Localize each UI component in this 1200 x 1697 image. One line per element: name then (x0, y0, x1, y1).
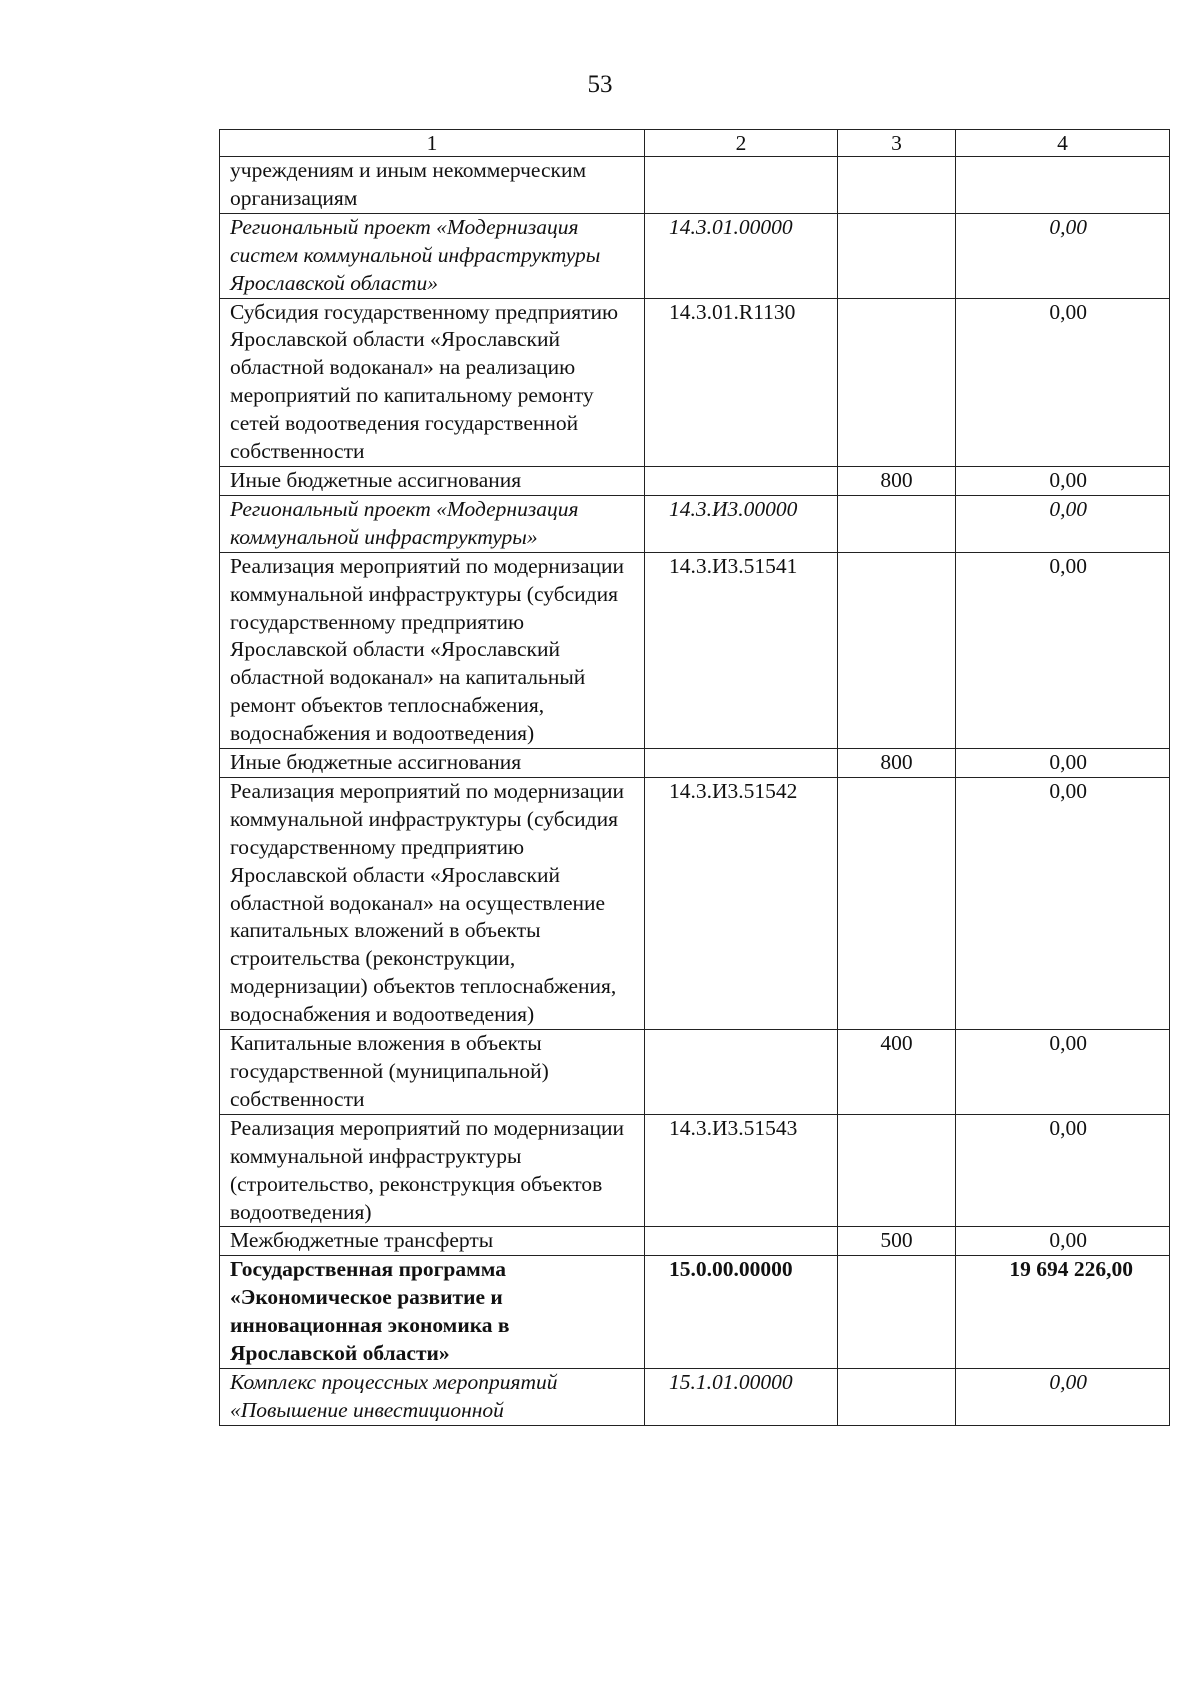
expense-type-cell (838, 1256, 956, 1369)
name-cell: учреждениям и иным некоммерческим организациям (220, 157, 645, 214)
table-row (220, 749, 1170, 778)
name-cell: Межбюджетные трансферты (220, 1227, 645, 1256)
name-cell: Государственная программа «Экономическое развитие и инновационная экономика в Ярославской области» (220, 1256, 645, 1369)
table-row (220, 1256, 1170, 1369)
name-cell: Иные бюджетные ассигнования (220, 749, 645, 778)
code-cell: 15.0.00.00000 (645, 1256, 838, 1369)
amount-cell: 0,00 (956, 298, 1170, 466)
expense-type-cell (838, 777, 956, 1029)
code-cell: 14.3.01.00000 (645, 213, 838, 298)
code-cell: 14.3.И3.51543 (645, 1114, 838, 1227)
table-row (220, 466, 1170, 495)
table-header-row (220, 130, 1170, 157)
amount-cell (956, 157, 1170, 214)
table-row (220, 1114, 1170, 1227)
code-cell: 14.3.И3.00000 (645, 495, 838, 552)
expense-type-cell (838, 157, 956, 214)
code-cell (645, 1030, 838, 1115)
amount-cell: 0,00 (956, 1030, 1170, 1115)
table-row (220, 495, 1170, 552)
amount-cell: 0,00 (956, 1368, 1170, 1425)
expense-type-cell (838, 1114, 956, 1227)
name-cell: Региональный проект «Модернизация систем коммунальной инфраструктуры Ярославской области» (220, 213, 645, 298)
code-cell: 14.3.И3.51541 (645, 552, 838, 748)
amount-cell: 0,00 (956, 495, 1170, 552)
header-cell-col-1: 1 (220, 130, 645, 157)
expense-type-cell (838, 1368, 956, 1425)
code-cell: 15.1.01.00000 (645, 1368, 838, 1425)
code-cell (645, 466, 838, 495)
code-cell (645, 749, 838, 778)
name-cell: Реализация мероприятий по модернизации коммунальной инфраструктуры (субсидия государственному предприятию Ярославской области «Ярославский областной водоканал» на осуществление капитальных вложений в объекты строительства (реконструкции, модернизации) объектов теплоснабжения, водоснабжения и водоотведения) (220, 777, 645, 1029)
expense-type-cell: 500 (838, 1227, 956, 1256)
expense-type-cell (838, 495, 956, 552)
table-row (220, 157, 1170, 214)
name-cell: Реализация мероприятий по модернизации коммунальной инфраструктуры (субсидия государственному предприятию Ярославской области «Ярославский областной водоканал» на капитальный ремонт объектов теплоснабжения, водоснабжения и водоотведения) (220, 552, 645, 748)
name-cell: Региональный проект «Модернизация коммунальной инфраструктуры» (220, 495, 645, 552)
amount-cell: 0,00 (956, 213, 1170, 298)
table-row (220, 552, 1170, 748)
header-cell-col-3: 3 (838, 130, 956, 157)
expense-type-cell (838, 552, 956, 748)
table-row (220, 213, 1170, 298)
name-cell: Субсидия государственному предприятию Ярославской области «Ярославский областной водоканал» на реализацию мероприятий по капитальному ремонту сетей водоотведения государственной собственности (220, 298, 645, 466)
name-cell: Иные бюджетные ассигнования (220, 466, 645, 495)
table-row (220, 1030, 1170, 1115)
name-cell: Капитальные вложения в объекты государственной (муниципальной) собственности (220, 1030, 645, 1115)
code-cell: 14.3.И3.51542 (645, 777, 838, 1029)
expense-type-cell: 800 (838, 466, 956, 495)
expense-type-cell: 400 (838, 1030, 956, 1115)
amount-cell: 0,00 (956, 749, 1170, 778)
amount-cell: 0,00 (956, 552, 1170, 748)
amount-cell: 0,00 (956, 466, 1170, 495)
expense-type-cell (838, 213, 956, 298)
code-cell (645, 157, 838, 214)
code-cell (645, 1227, 838, 1256)
page-number: 53 (587, 71, 613, 98)
amount-cell: 0,00 (956, 777, 1170, 1029)
table-row (220, 298, 1170, 466)
budget-table-body (220, 130, 1170, 1426)
amount-cell: 19 694 226,00 (956, 1256, 1170, 1369)
expense-type-cell (838, 298, 956, 466)
header-cell-col-4: 4 (956, 130, 1170, 157)
code-cell: 14.3.01.R1130 (645, 298, 838, 466)
name-cell: Комплекс процессных мероприятий «Повышение инвестиционной (220, 1368, 645, 1425)
budget-table (219, 129, 1170, 1426)
table-row (220, 1227, 1170, 1256)
header-cell-col-2: 2 (645, 130, 838, 157)
table-row (220, 1368, 1170, 1425)
amount-cell: 0,00 (956, 1114, 1170, 1227)
table-row (220, 777, 1170, 1029)
name-cell: Реализация мероприятий по модернизации коммунальной инфраструктуры (строительство, реконструкция объектов водоотведения) (220, 1114, 645, 1227)
amount-cell: 0,00 (956, 1227, 1170, 1256)
expense-type-cell: 800 (838, 749, 956, 778)
